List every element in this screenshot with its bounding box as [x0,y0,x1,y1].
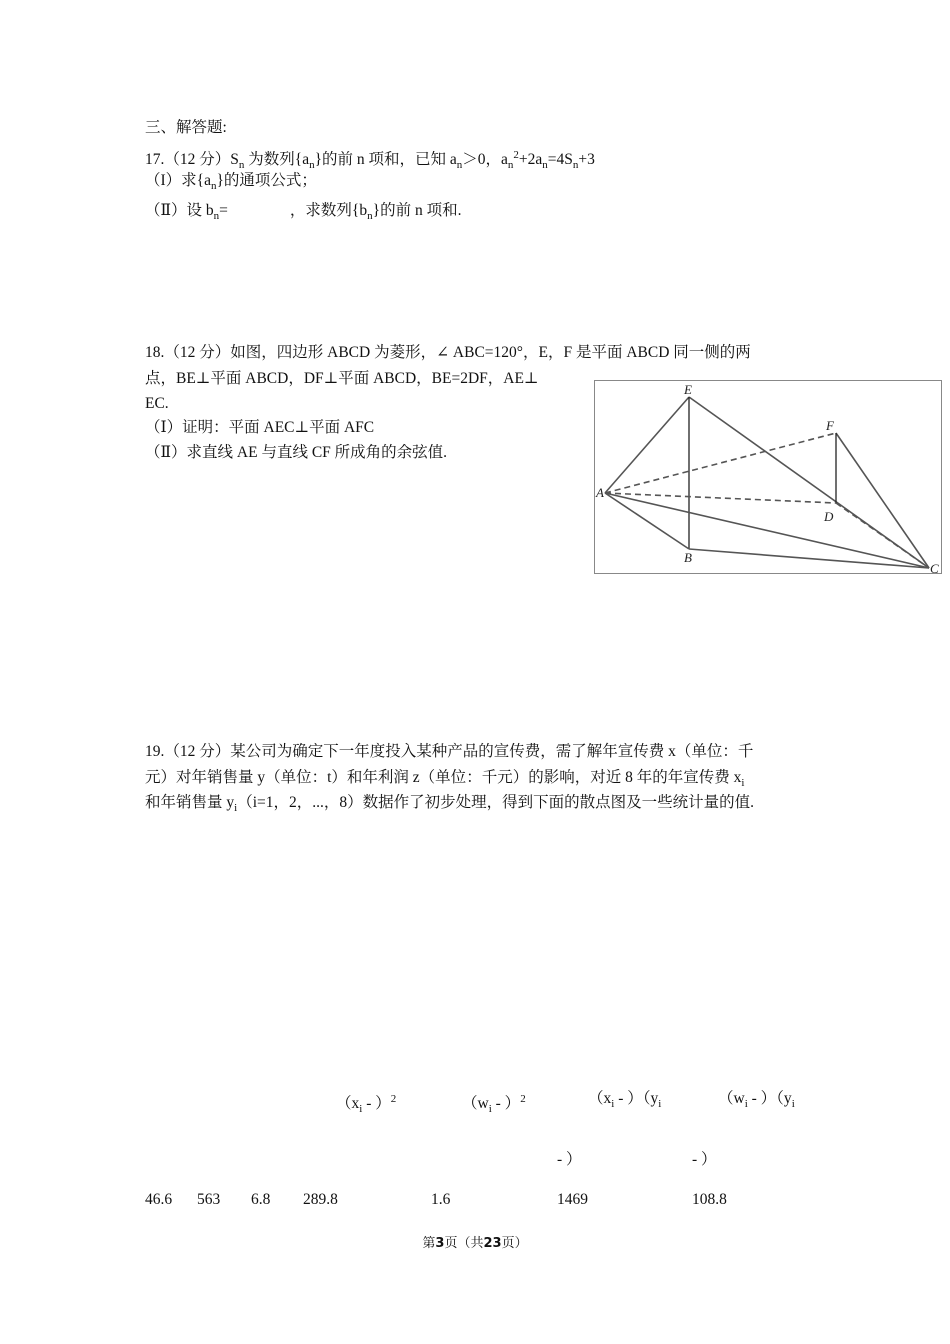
q17-part2: （Ⅱ）设 $b_n=$ ，求数列$\{b_n\}$的前 n 项和. [145,202,462,222]
label-C: C [930,561,939,575]
stats-value-swy: 108.8 [692,1191,727,1208]
geometry-figure [594,380,942,574]
edge-EC [689,397,929,568]
edge-AB [605,493,689,549]
label-A: A [596,485,604,500]
edge-FC [836,433,929,568]
page-number: 3 [435,1236,445,1251]
stats-header-wy-cont: - ） [692,1151,717,1168]
stats-value-sww: 1.6 [431,1191,451,1208]
stats-value-sxx: 289.8 [303,1191,338,1208]
q17-statement: 17.（12 分）$S_n$ 为数列$\{a_n\}$的前 n 项和，已知 $a_n>0$，$a_n^2+2a_n=4S_n+3$ [145,149,595,171]
q17-part1: （I）求$\{a_n\}$的通项公式； [145,172,317,192]
edge-AC [605,493,929,568]
stats-value-sxy: 1469 [557,1191,588,1208]
label-F: F [826,418,834,433]
q19-line1: 19.（12 分）某公司为确定下一年度投入某种产品的宣传费，需了解年宣传费 x（单位：千 [145,743,754,760]
section-title: 三、解答题: [145,119,227,136]
page-footer: 第3页（共23页） [422,1236,528,1251]
q18-line3: EC. [145,395,169,412]
stats-header-xy-cont: - ） [557,1151,582,1168]
q18-part1: （Ⅰ）证明：平面 AEC⊥平面 AFC [145,419,375,436]
total-pages: 23 [483,1236,502,1251]
edge-AE [605,397,689,493]
stats-header-ww: $(w_i - )^2$ [462,1093,526,1115]
stats-value-w-mean: 6.8 [251,1191,271,1208]
label-B: B [684,550,692,565]
edge-BC [689,549,929,568]
stats-header-xx: $(x_i - )^2$ [336,1093,397,1115]
figure-svg [595,381,943,575]
q18-line2: 点，BE⊥平面 ABCD，DF⊥平面 ABCD，BE=2DF，AE⊥ [145,370,539,387]
q19-line3: 和年销售量 $y_i(i=1$，2，...，8）数据作了初步处理，得到下面的散点图及一些统计量的值. [145,794,755,814]
q18-line1: 18.（12 分）如图，四边形 ABCD 为菱形，∠ ABC=120°，E，F 是平面 ABCD 同一侧的两 [145,344,751,361]
label-D: D [824,509,834,524]
q18-part2: （Ⅱ）求直线 AE 与直线 CF 所成角的余弦值. [145,444,448,461]
label-E: E [684,382,692,397]
edge-AF [605,433,836,493]
q19-line2: 元）对年销售量 y（单位：t）和年利润 z（单位：千元）的影响，对近 8 年的年宣传费 $x_i$ [145,769,745,789]
stats-header-wy: $(w_i - )(y_i$ [718,1090,795,1110]
stats-value-x-mean: 46.6 [145,1191,173,1208]
stats-header-xy: $(x_i - )(y_i$ [588,1090,662,1110]
stats-value-y-mean: 563 [197,1191,221,1208]
